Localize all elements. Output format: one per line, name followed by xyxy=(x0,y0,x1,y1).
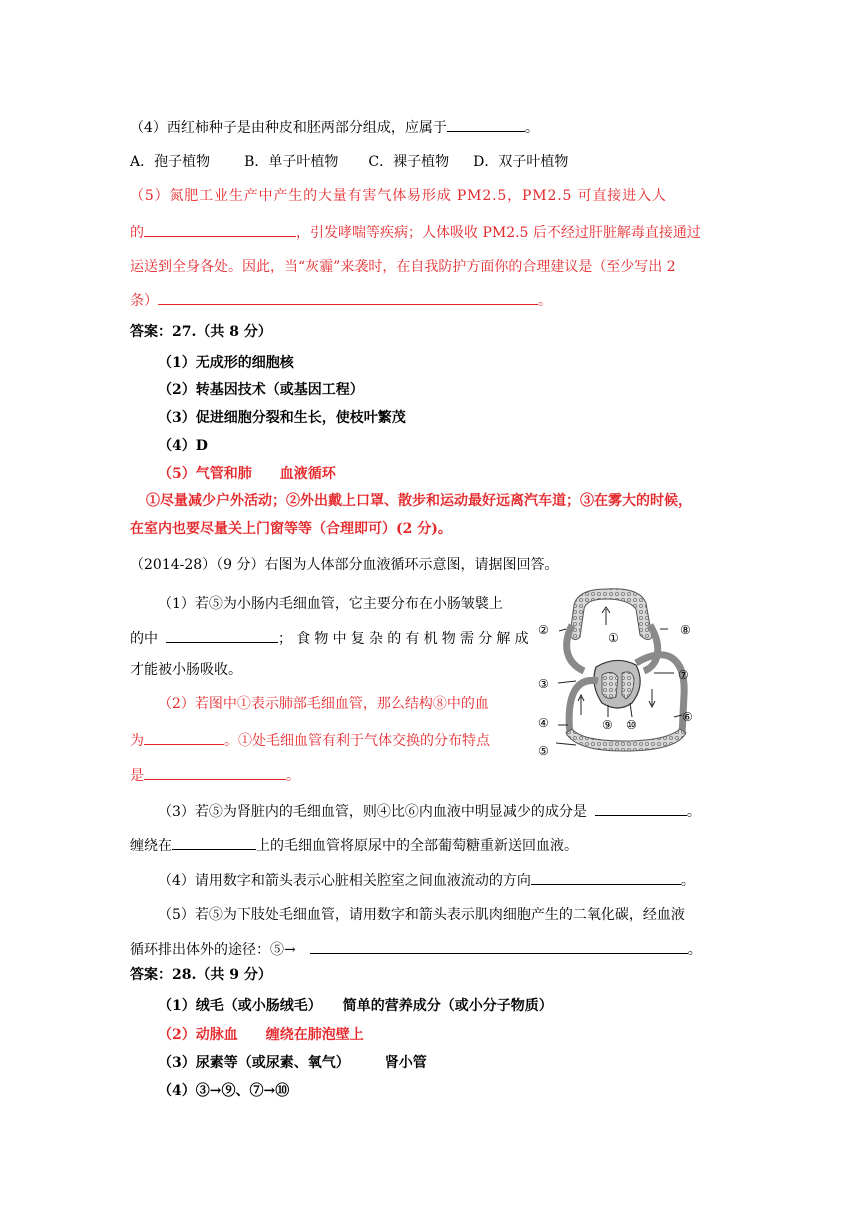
q28-part3-line2-start: 缠绕在 xyxy=(130,838,172,854)
answer-blank xyxy=(172,835,256,850)
q27-part5-line4-end: 。 xyxy=(538,293,552,309)
q27-part4 xyxy=(130,117,539,138)
q28-part2-line1: （2）若图中①表示肺部毛细血管，那么结构⑧中的血 xyxy=(158,696,489,712)
q28-part5-line2-start: 循环排出体外的途径：⑤→ xyxy=(130,942,296,958)
option-b: B．单子叶植物 xyxy=(244,154,339,170)
answer-blank xyxy=(595,801,687,816)
answer28-part2: （2）动脉血 缠绕在肺泡壁上 xyxy=(158,1027,364,1043)
blood-circulation-diagram xyxy=(536,585,712,760)
q27-part5-line2-start: 的 xyxy=(130,225,144,241)
q27-part5-line2-end: ，引发哮喘等疾病；人体吸收 PM2.5 后不经过肝脏解毒直接通过 xyxy=(296,225,701,241)
q28-part4 xyxy=(158,870,695,891)
q28-part4-end: 。 xyxy=(680,873,695,889)
answer27-part2: （2）转基因技术（或基因工程） xyxy=(158,382,364,398)
q28-part2-line2 xyxy=(130,730,490,751)
q28-part4-start: （4）请用数字和箭头表示心脏相关腔室之间血液流动的方向 xyxy=(158,873,531,889)
diagram-label-1: ① xyxy=(608,631,619,645)
q28-part2-line3-end: 。 xyxy=(286,768,300,784)
option-a: A．孢子植物 xyxy=(130,154,211,170)
answer-blank xyxy=(310,939,688,954)
option-d: D．双子叶植物 xyxy=(473,154,569,170)
q28-part2-line3-start: 是 xyxy=(130,768,144,784)
diagram-label-6: ⑥ xyxy=(682,710,693,724)
diagram-label-2: ② xyxy=(538,623,549,637)
answer27-part4: （4）D xyxy=(158,438,208,454)
q28-part1-line2 xyxy=(130,628,533,649)
answer27-part5-line1: ①尽量减少户外活动；②外出戴上口罩、散步和运动最好远离汽车道；③在雾大的时候， xyxy=(146,493,692,509)
answer27-part5-line2: 在室内也要尽量关上门窗等等（合理即可）(2 分)。 xyxy=(130,521,452,537)
q28-part2-line2-start: 为 xyxy=(130,733,144,749)
q27-part5-line4-start: 条） xyxy=(130,293,158,309)
diagram-label-4: ④ xyxy=(538,716,549,730)
answer-blank xyxy=(144,222,296,237)
q28-part3-line1-start: （3）若⑤为肾脏内的毛细血管，则④比⑥内血液中明显减少的成分是 xyxy=(158,804,587,820)
answer27-part1: （1）无成形的细胞核 xyxy=(158,355,294,371)
answer27-part5: （5）气管和肺 血液循环 xyxy=(158,466,336,482)
answer-blank xyxy=(144,730,224,745)
q27-part5-line4 xyxy=(130,290,552,311)
q28-part1-line2-end: ；食物中复杂的有机物需分解成 xyxy=(278,631,533,647)
q28-part1-line3: 才能被小肠吸收。 xyxy=(130,662,242,678)
answer-blank xyxy=(158,290,538,305)
q28-part3-line2-end: 上的毛细血管将原尿中的全部葡萄糖重新送回血液。 xyxy=(256,838,578,854)
q28-part5-line2 xyxy=(130,939,702,960)
answer27-part3: （3）促进细胞分裂和生长，使枝叶繁茂 xyxy=(158,410,406,426)
answer28-title: 答案：28.（共 9 分） xyxy=(130,967,272,983)
q27-part5-line3: 运送到全身各处。因此，当“灰霾”来袭时，在自我防护方面你的合理建议是（至少写出 2 xyxy=(130,259,676,275)
diagram-label-7: ⑦ xyxy=(678,668,689,682)
q28-part1-line2-start: 的中 xyxy=(130,631,158,647)
q27-part4-text: （4）西红柿种子是由种皮和胚两部分组成，应属于 xyxy=(130,120,447,136)
diagram-label-5: ⑤ xyxy=(538,744,549,758)
q28-intro: （2014-28）（9 分）右图为人体部分血液循环示意图，请据图回答。 xyxy=(130,557,559,573)
q27-part4-end: 。 xyxy=(524,120,539,136)
diagram-label-8: ⑧ xyxy=(680,623,691,637)
diagram-label-3: ③ xyxy=(538,677,549,691)
q28-part5-line2-end: 。 xyxy=(687,942,702,958)
answer-blank xyxy=(144,765,286,780)
answer28-part4: （4）③→⑨、⑦→⑩ xyxy=(158,1083,290,1099)
answer-blank xyxy=(531,870,681,885)
answer28-part1: （1）绒毛（或小肠绒毛） 简单的营养成分（或小分子物质） xyxy=(158,998,553,1014)
q28-part5-line1: （5）若⑤为下肢处毛细血管，请用数字和箭头表示肌肉细胞产生的二氧化碳，经血液 xyxy=(158,907,685,923)
q27-options xyxy=(130,152,568,172)
q27-part5-line2 xyxy=(130,222,701,243)
q28-part3-line1 xyxy=(158,801,701,822)
q28-part1-line1: （1）若⑤为小肠内毛细血管，它主要分布在小肠皱襞上 xyxy=(158,596,503,612)
q28-part3-line1-end: 。 xyxy=(686,804,701,820)
answer-blank xyxy=(166,628,278,643)
option-c: C．裸子植物 xyxy=(368,154,450,170)
diagram-label-9: ⑨ xyxy=(602,718,613,732)
q28-part2-line3 xyxy=(130,765,300,786)
answer-blank xyxy=(447,117,525,132)
q28-part2-line2-end: 。①处毛细血管有利于气体交换的分布特点 xyxy=(224,733,490,749)
q28-part3-line2 xyxy=(130,835,578,856)
answer28-part3: （3）尿素等（或尿素、氧气） 肾小管 xyxy=(158,1055,427,1071)
q27-part5-line1: （5）氮肥工业生产中产生的大量有害气体易形成 PM2.5，PM2.5 可直接进入人 xyxy=(130,188,667,204)
answer27-title: 答案：27.（共 8 分） xyxy=(130,324,272,340)
diagram-label-10: ⑩ xyxy=(626,718,637,732)
